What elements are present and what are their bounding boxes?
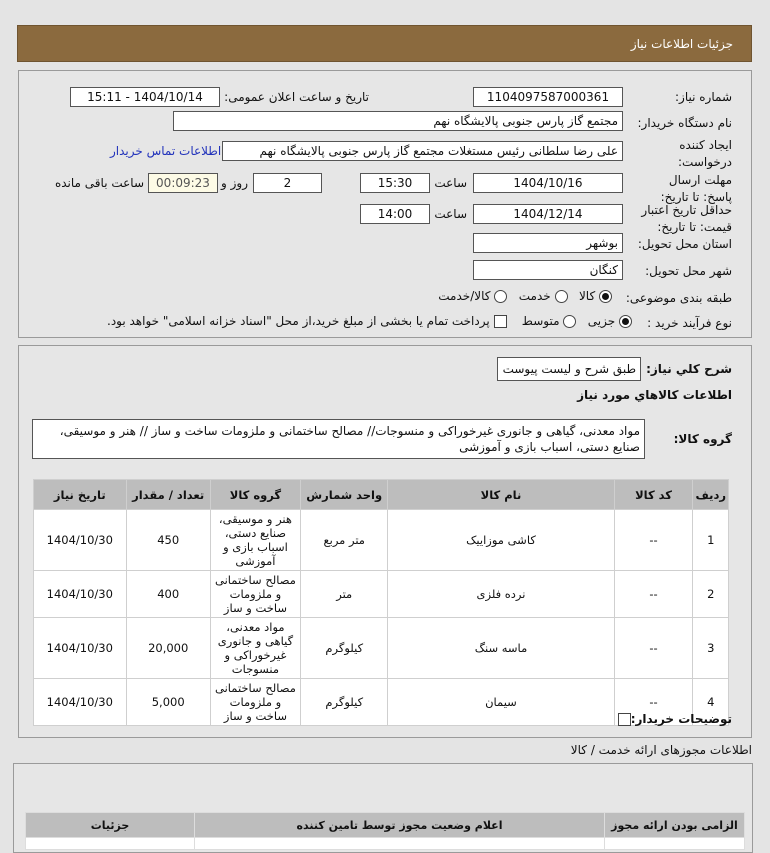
table-cell: 5,000 bbox=[126, 679, 210, 726]
page-header bbox=[17, 25, 752, 62]
col-code: کد کالا bbox=[614, 480, 693, 510]
table-cell: -- bbox=[614, 679, 693, 726]
creator-label: ایجاد کننده درخواست: bbox=[678, 138, 732, 169]
table-cell: 20,000 bbox=[126, 618, 210, 679]
payment-note: پرداخت تمام یا بخشی از مبلغ خرید،از محل "اسناد خزانه اسلامی" خواهد بود. bbox=[107, 314, 490, 328]
goods-section-title: اطلاعات كالاهاي مورد نياز bbox=[577, 388, 732, 402]
table-row bbox=[34, 571, 729, 618]
table-cell: ماسه سنگ bbox=[388, 618, 614, 679]
table-cell: 4 bbox=[693, 679, 729, 726]
col-unit: واحد شمارش bbox=[301, 480, 388, 510]
city-field: کنگان bbox=[473, 260, 623, 280]
col-row: ردیف bbox=[693, 480, 729, 510]
radio-label: جزیی bbox=[587, 314, 616, 328]
category-radio-service[interactable] bbox=[555, 290, 568, 303]
category-radio-goods-service[interactable] bbox=[494, 290, 507, 303]
process-radio-medium[interactable] bbox=[563, 315, 576, 328]
remaining-timer: 00:09:23 bbox=[148, 173, 218, 193]
table-cell: 450 bbox=[126, 510, 210, 571]
table-cell: -- bbox=[614, 618, 693, 679]
table-row bbox=[34, 618, 729, 679]
validity-date-field: 1404/12/14 bbox=[473, 204, 623, 224]
creator-field: علی رضا سلطانی رئیس مستغلات مجتمع گاز پارس جنوبی پالایشگاه نهم bbox=[222, 141, 623, 161]
licenses-table bbox=[25, 812, 745, 850]
deadline-label: مهلت ارسال پاسخ: تا تاریخ: bbox=[660, 173, 732, 204]
group-field: مواد معدنی، گیاهی و جانوری غیرخوراکی و منسوجات// مصالح ساختمانی و ملزومات ساخت و ساز // هنر و موسیقی، صنایع دستی، اسباب بازی و آموزشی bbox=[32, 419, 645, 459]
remaining-label: ساعت باقی مانده bbox=[54, 176, 144, 190]
deadline-time-label: ساعت bbox=[434, 176, 467, 190]
table-cell: 3 bbox=[693, 618, 729, 679]
deadline-time-field: 15:30 bbox=[360, 173, 430, 193]
process-radio-minor[interactable] bbox=[619, 315, 632, 328]
goods-table bbox=[33, 479, 729, 726]
buyer-contact-link[interactable]: اطلاعات تماس خریدار bbox=[110, 144, 222, 158]
table-cell: نرده فلزی bbox=[388, 571, 614, 618]
licenses-title: اطلاعات مجوزهای ارائه خدمت / کالا bbox=[570, 743, 752, 757]
license-cell bbox=[195, 838, 605, 850]
province-field: بوشهر bbox=[473, 233, 623, 253]
buyer-notes-label bbox=[618, 712, 732, 726]
table-cell: متر bbox=[301, 571, 388, 618]
buyer-notes-text: توضیحات خریدار: bbox=[630, 712, 732, 726]
table-cell: -- bbox=[614, 571, 693, 618]
category-radio-goods[interactable] bbox=[599, 290, 612, 303]
summary-label: شرح كلي نياز: bbox=[646, 362, 732, 376]
city-label: شهر محل تحویل: bbox=[645, 264, 732, 278]
table-cell: 1404/10/30 bbox=[34, 618, 127, 679]
col-name: نام کالا bbox=[388, 480, 614, 510]
process-radio-group bbox=[107, 314, 632, 328]
days-label: روز و bbox=[221, 176, 248, 190]
col-license-required: الزامی بودن ارائه مجوز bbox=[605, 813, 745, 838]
table-cell: -- bbox=[614, 510, 693, 571]
col-date: تاریخ نیاز bbox=[34, 480, 127, 510]
radio-label: خدمت bbox=[518, 289, 551, 303]
license-cell bbox=[26, 838, 195, 850]
table-cell: متر مربع bbox=[301, 510, 388, 571]
table-cell: کیلوگرم bbox=[301, 618, 388, 679]
table-cell: 2 bbox=[693, 571, 729, 618]
validity-time-label: ساعت bbox=[434, 207, 467, 221]
summary-field: طبق شرح و لیست پیوست bbox=[497, 357, 641, 381]
process-label: نوع فرآیند خرید : bbox=[647, 316, 732, 330]
deadline-date-field: 1404/10/16 bbox=[473, 173, 623, 193]
need-number-field: 1104097587000361 bbox=[473, 87, 623, 107]
col-qty: تعداد / مقدار bbox=[126, 480, 210, 510]
license-cell bbox=[605, 838, 745, 850]
days-field: 2 bbox=[253, 173, 322, 193]
category-radio-group bbox=[438, 289, 612, 303]
validity-label: حداقل تاریخ اعتبار قیمت: تا تاریخ: bbox=[641, 203, 732, 234]
table-cell: 400 bbox=[126, 571, 210, 618]
radio-label: متوسط bbox=[521, 314, 560, 328]
table-cell: 1404/10/30 bbox=[34, 510, 127, 571]
treasury-payment-checkbox[interactable] bbox=[494, 315, 507, 328]
table-row bbox=[34, 510, 729, 571]
page-title: جزئیات اطلاعات نیاز bbox=[630, 37, 733, 51]
table-cell: مصالح ساختمانی و ملزومات ساخت و ساز bbox=[210, 679, 300, 726]
buyer-notes-checkbox[interactable] bbox=[618, 713, 631, 726]
radio-label: کالا/خدمت bbox=[438, 289, 491, 303]
validity-time-field: 14:00 bbox=[360, 204, 430, 224]
table-cell: هنر و موسیقی، صنایع دستی، اسباب بازی و آموزشی bbox=[210, 510, 300, 571]
group-label: گروه کالا: bbox=[673, 432, 732, 446]
need-number-label: شماره نیاز: bbox=[675, 90, 732, 104]
col-group: گروه کالا bbox=[210, 480, 300, 510]
table-cell: سیمان bbox=[388, 679, 614, 726]
table-cell: مواد معدنی، گیاهی و جانوری غیرخوراکی و منسوجات bbox=[210, 618, 300, 679]
radio-label: کالا bbox=[578, 289, 596, 303]
buyer-label: نام دستگاه خریدار: bbox=[637, 116, 732, 130]
col-license-status: اعلام وضعیت مجوز توسط تامین کننده bbox=[195, 813, 605, 838]
announce-label: تاریخ و ساعت اعلان عمومی: bbox=[224, 90, 369, 104]
table-cell: مصالح ساختمانی و ملزومات ساخت و ساز bbox=[210, 571, 300, 618]
table-cell: 1404/10/30 bbox=[34, 679, 127, 726]
table-cell: 1404/10/30 bbox=[34, 571, 127, 618]
province-label: استان محل تحویل: bbox=[637, 237, 732, 251]
col-license-details: جزئیات bbox=[26, 813, 195, 838]
category-label: طبقه بندی موضوعی: bbox=[625, 291, 732, 305]
table-cell: کاشی موزاییک bbox=[388, 510, 614, 571]
table-cell: 1 bbox=[693, 510, 729, 571]
table-cell: کیلوگرم bbox=[301, 679, 388, 726]
buyer-field: مجتمع گاز پارس جنوبی پالایشگاه نهم bbox=[173, 111, 623, 131]
announce-field: 1404/10/14 - 15:11 bbox=[70, 87, 220, 107]
